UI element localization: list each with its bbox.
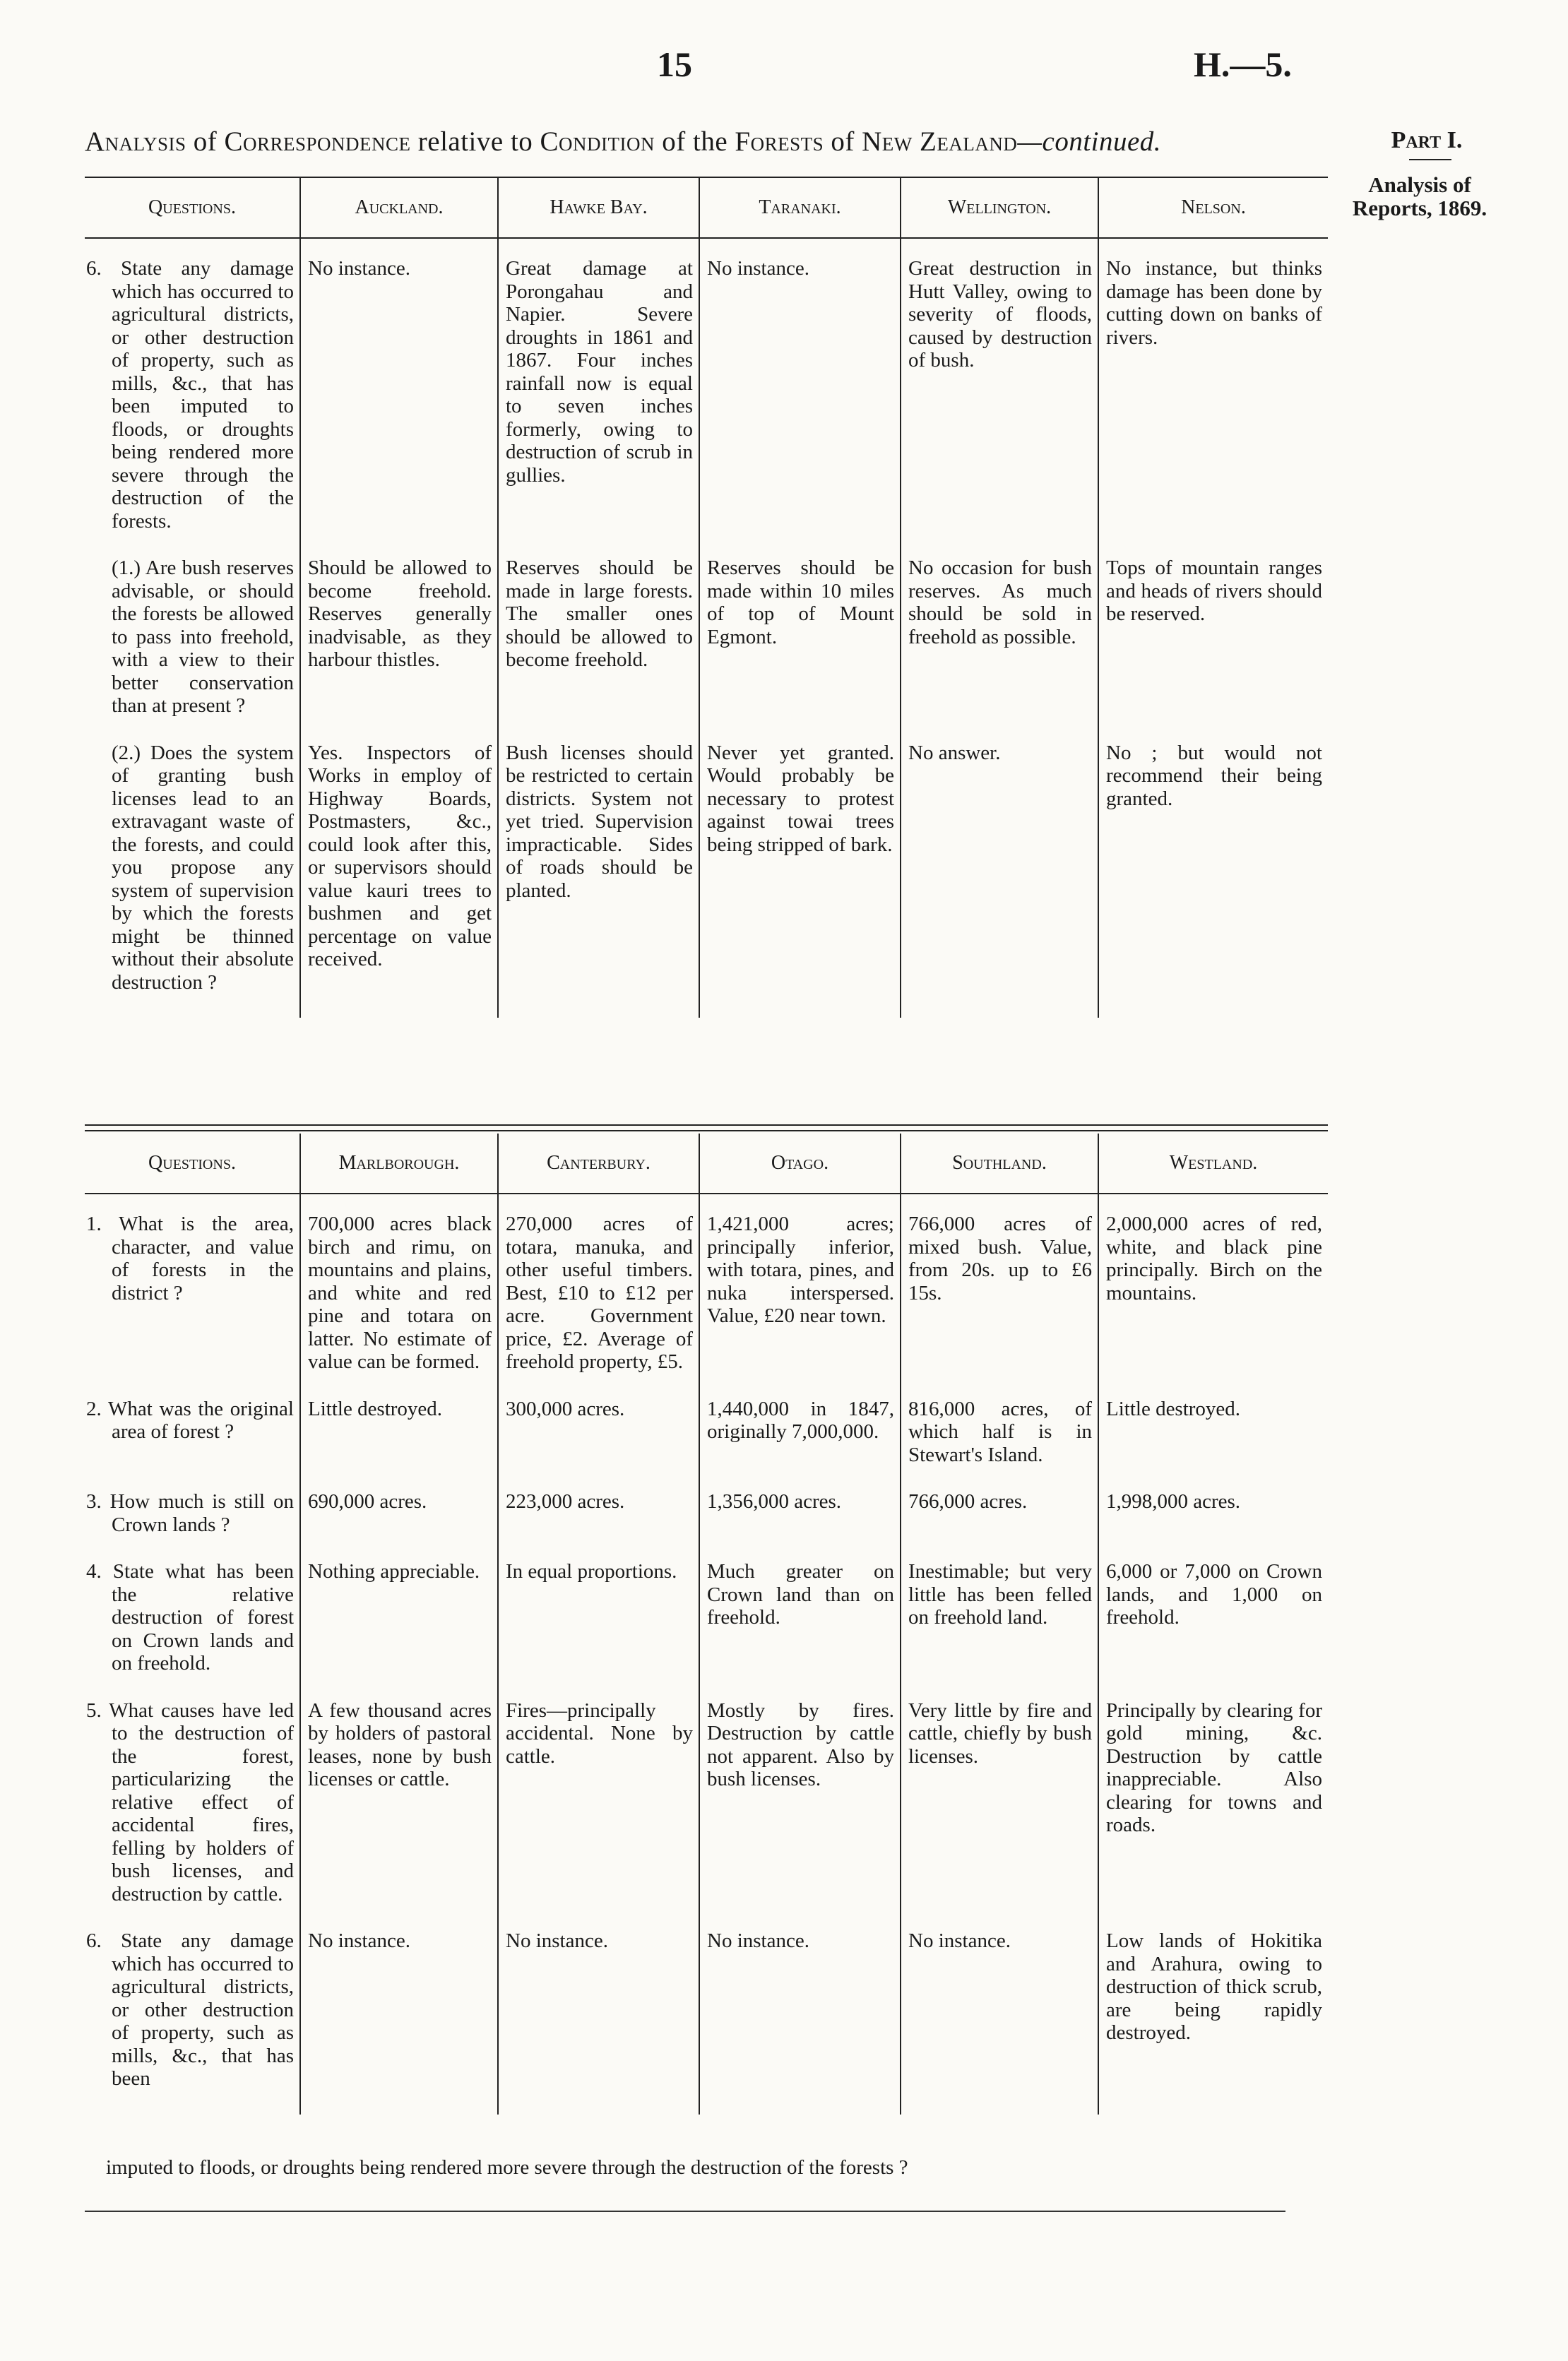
table-row — [85, 557, 1328, 742]
table-row — [85, 1490, 1328, 1560]
title-part: of — [186, 126, 225, 157]
question-text: 3. How much is still on Crown lands ? — [86, 1490, 294, 1536]
answer-cell: 1,998,000 acres. — [1098, 1490, 1328, 1560]
column-header: Questions. — [85, 1134, 300, 1194]
section-divider — [85, 1124, 1328, 1126]
answer-cell: Bush licenses should be restricted to certain districts. System not yet tried. Supervision impracticable. Sides of roads should be planted. — [498, 742, 699, 1018]
column-header: Questions. — [85, 177, 300, 238]
question-continuation: imputed to floods, or droughts being rendered more severe through the destruction of the forests ? — [106, 2156, 1099, 2179]
title-part: Forests — [735, 126, 824, 157]
question-text: (1.) Are bush reserves advisable, or should the forests be allowed to pass into freehold, with a view to their better conservation than at present ? — [112, 557, 294, 717]
question-text: 1. What is the area, character, and value of forests in the district ? — [86, 1213, 294, 1304]
question-cell — [85, 1929, 300, 2115]
question-cell — [85, 238, 300, 557]
answer-cell: Great destruction in Hutt Valley, owing to severity of floods, caused by destruction of bush. — [901, 238, 1098, 557]
question-cell — [85, 742, 300, 1018]
question-text: 4. State what has been the relative destruction of forest on Crown lands and on freehold. — [86, 1560, 294, 1675]
answer-cell: Principally by clearing for gold mining, &c. Destruction by cattle inappreciable. Also clearing for towns and roads. — [1098, 1699, 1328, 1930]
answer-cell: 816,000 acres, of which half is in Stewart's Island. — [901, 1398, 1098, 1491]
answer-cell: Fires—principally accidental. None by cattle. — [498, 1699, 699, 1930]
document-code: H.—5. — [1194, 44, 1292, 84]
answer-cell: 1,356,000 acres. — [699, 1490, 901, 1560]
column-header: Marlborough. — [300, 1134, 498, 1194]
answer-cell: Nothing appreciable. — [300, 1560, 498, 1699]
answer-cell: 690,000 acres. — [300, 1490, 498, 1560]
answer-cell: No instance. — [498, 1929, 699, 2115]
margin-part-label: Part I. — [1391, 127, 1463, 153]
section-divider — [85, 1130, 1328, 1131]
answer-cell: Never yet granted. Would probably be necessary to protest against towai trees being stripped of bark. — [699, 742, 901, 1018]
title-part: New Zealand — [862, 126, 1018, 157]
answer-cell: Little destroyed. — [300, 1398, 498, 1491]
column-header: Taranaki. — [699, 177, 901, 238]
answer-cell: No instance. — [699, 1929, 901, 2115]
table-header-row — [85, 177, 1328, 238]
answer-cell: No ; but would not recommend their being granted. — [1098, 742, 1328, 1018]
answer-cell: 270,000 acres of totara, manuka, and other useful timbers. Best, £10 to £12 per acre. Government price, £2. Average of freehold property, £5. — [498, 1194, 699, 1398]
title-part: relative to — [410, 126, 540, 157]
top-region-table — [85, 177, 1328, 1018]
answer-cell: Yes. Inspectors of Works in employ of Highway Boards, Postmasters, &c., could look after this, or supervisors should value kauri trees to bushmen and get percentage on value received. — [300, 742, 498, 1018]
page-title — [85, 126, 1314, 157]
answer-cell: 223,000 acres. — [498, 1490, 699, 1560]
bottom-rule — [85, 2211, 1285, 2212]
margin-note — [1314, 173, 1526, 220]
answer-cell: Tops of mountain ranges and heads of rivers should be reserved. — [1098, 557, 1328, 742]
question-cell — [85, 1699, 300, 1930]
answer-cell: Little destroyed. — [1098, 1398, 1328, 1491]
answer-cell: Reserves should be made within 10 miles of top of Mount Egmont. — [699, 557, 901, 742]
column-header: Hawke Bay. — [498, 177, 699, 238]
answer-cell: 1,421,000 acres; principally inferior, with totara, pines, and nuka interspersed. Value, £20 near town. — [699, 1194, 901, 1398]
table-row — [85, 1194, 1328, 1398]
column-header: Nelson. — [1098, 177, 1328, 238]
answer-cell: 766,000 acres. — [901, 1490, 1098, 1560]
table-row — [85, 1398, 1328, 1491]
answer-cell: A few thousand acres by holders of pastoral leases, none by bush licenses or cattle. — [300, 1699, 498, 1930]
column-header: Auckland. — [300, 177, 498, 238]
answer-cell: Much greater on Crown land than on freehold. — [699, 1560, 901, 1699]
question-cell — [85, 1560, 300, 1699]
title-part: Correspondence — [224, 126, 411, 157]
column-header: Southland. — [901, 1134, 1098, 1194]
answer-cell: Should be allowed to become freehold. Reserves generally inadvisable, as they harbour thistles. — [300, 557, 498, 742]
column-header: Wellington. — [901, 177, 1098, 238]
question-cell — [85, 1398, 300, 1491]
answer-cell: 766,000 acres of mixed bush. Value, from 20s. up to £6 15s. — [901, 1194, 1098, 1398]
answer-cell: Very little by fire and cattle, chiefly by bush licenses. — [901, 1699, 1098, 1930]
question-text: (2.) Does the system of granting bush licenses lead to an extravagant waste of the forests, and could you propose any system of supervision by which the forests might be thinned without their absolute destruction ? — [112, 741, 294, 994]
answer-cell: Low lands of Hokitika and Arahura, owing to destruction of thick scrub, are being rapidly destroyed. — [1098, 1929, 1328, 2115]
table-header-row — [85, 1134, 1328, 1194]
answer-cell: Reserves should be made in large forests. The smaller ones should be allowed to become freehold. — [498, 557, 699, 742]
answer-cell: No instance. — [901, 1929, 1098, 2115]
bottom-region-table — [85, 1134, 1328, 2115]
answer-cell: 700,000 acres black birch and rimu, on mountains and plains, and white and red pine and totara on latter. No estimate of value can be formed. — [300, 1194, 498, 1398]
title-part: of the — [655, 126, 735, 157]
question-text: 2. What was the original area of forest ? — [86, 1397, 294, 1443]
answer-cell: 1,440,000 in 1847, originally 7,000,000. — [699, 1398, 901, 1491]
question-cell — [85, 1490, 300, 1560]
answer-cell: 2,000,000 acres of red, white, and black pine principally. Birch on the mountains. — [1098, 1194, 1328, 1398]
margin-note-line: Analysis of — [1368, 172, 1471, 197]
page-number: 15 — [657, 44, 692, 84]
answer-cell: Mostly by fires. Destruction by cattle not apparent. Also by bush licenses. — [699, 1699, 901, 1930]
margin-divider — [1409, 159, 1451, 160]
question-cell — [85, 1194, 300, 1398]
answer-cell: No occasion for bush reserves. As much should be sold in freehold as possible. — [901, 557, 1098, 742]
margin-note-line: Reports, 1869. — [1352, 196, 1487, 220]
answer-cell: Great damage at Porongahau and Napier. Severe droughts in 1861 and 1867. Four inches rainfall now is equal to seven inches formerly, owing to destruction of scrub in gullies. — [498, 238, 699, 557]
answer-cell: No instance, but thinks damage has been done by cutting down on banks of rivers. — [1098, 238, 1328, 557]
table-row — [85, 1560, 1328, 1699]
table-row — [85, 742, 1328, 1018]
table-row — [85, 1929, 1328, 2115]
answer-cell: No answer. — [901, 742, 1098, 1018]
column-header: Westland. — [1098, 1134, 1328, 1194]
answer-cell: No instance. — [300, 1929, 498, 2115]
title-part: Analysis — [85, 126, 186, 157]
title-part: of — [824, 126, 862, 157]
title-part: —continued. — [1017, 126, 1162, 157]
answer-cell: No instance. — [300, 238, 498, 557]
question-cell — [85, 557, 300, 742]
table-row — [85, 238, 1328, 557]
answer-cell: No instance. — [699, 238, 901, 557]
title-part: Condition — [540, 126, 655, 157]
column-header: Otago. — [699, 1134, 901, 1194]
question-text: 6. State any damage which has occurred to agricultural districts, or other destruction of property, such as mills, &c., that has been — [86, 1929, 294, 2090]
answer-cell: In equal proportions. — [498, 1560, 699, 1699]
answer-cell: 6,000 or 7,000 on Crown lands, and 1,000 on freehold. — [1098, 1560, 1328, 1699]
answer-cell: 300,000 acres. — [498, 1398, 699, 1491]
table-row — [85, 1699, 1328, 1930]
column-header: Canterbury. — [498, 1134, 699, 1194]
question-text: 5. What causes have led to the destruction of the forest, particularizing the relative effect of accidental fires, felling by holders of bush licenses, and destruction by cattle. — [86, 1699, 294, 1905]
question-text: 6. State any damage which has occurred to agricultural districts, or other destruction of property, such as mills, &c., that has been imputed to floods, or droughts being rendered more severe through the destruction of the forests. — [86, 257, 294, 533]
answer-cell: Inestimable; but very little has been felled on freehold land. — [901, 1560, 1098, 1699]
